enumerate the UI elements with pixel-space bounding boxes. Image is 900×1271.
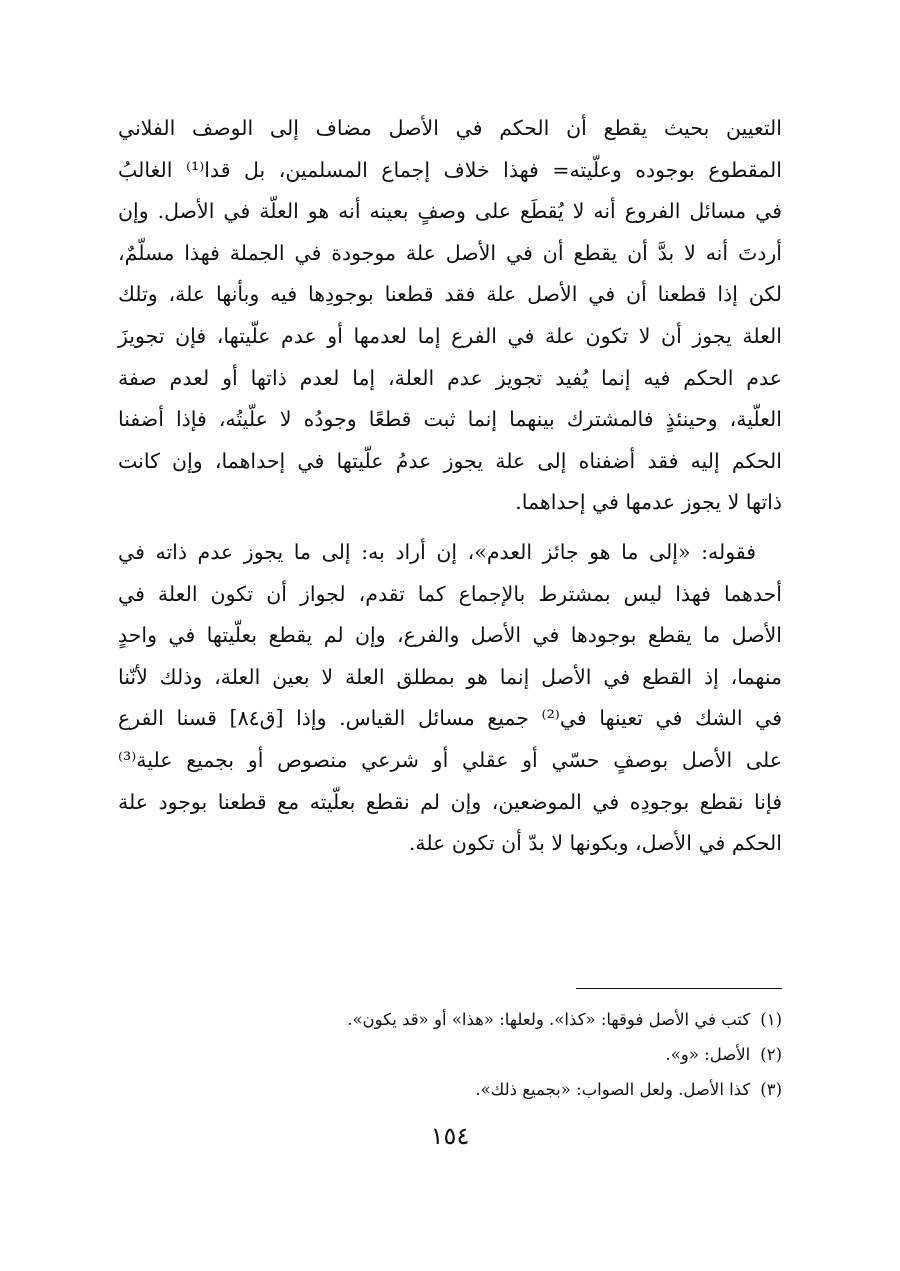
text-line: أحدهما فهذا ليس بمشترط بالإجماع كما تقدم، لجواز أن تكون العلة في bbox=[118, 581, 782, 606]
text-line: التعيين بحيث يقطع أن الحكم في الأصل مضاف إلى الوصف الفلاني bbox=[118, 116, 782, 140]
footnote-divider bbox=[576, 988, 782, 989]
text-line: على الأصل بوصفٍ حسّي أو عقلي أو شرعي منصوص أو بجميع علية⁽³⁾ bbox=[118, 747, 782, 772]
text-line: لكن إذا قطعنا أن في الأصل علة فقد قطعنا بوجودِها فيه وبأنها علة، وتلك bbox=[118, 282, 782, 307]
text-line: أردتَ أنه لا بدَّ أن يقطع أن في الأصل علة موجودة في الجملة فهذا مسلّمٌ، bbox=[118, 240, 782, 265]
text-line: العلّية، وحينئذٍ فالمشترك بينهما إنما ثبت قطعًا وجودُه لا علّيتُه، فإذا أضفنا bbox=[118, 407, 782, 432]
main-text bbox=[118, 108, 782, 865]
text-line: الحكم إليه فقد أضفناه إلى علة يجوز عدمُ علّيتها في إحداهما، وإن كانت bbox=[118, 448, 782, 473]
text-line: فإنا نقطع بوجودِه في الموضعين، وإن لم نقطع بعلّيته مع قطعنا بوجود علة bbox=[118, 789, 782, 814]
footnote-text: كتب في الأصل فوقها: «كذا». ولعلها: «هذا» أو «قد يكون». bbox=[347, 1010, 751, 1029]
text-line: ذاتها لا يجوز عدمها في إحداهما. bbox=[515, 490, 782, 515]
footnote bbox=[118, 1072, 782, 1107]
paragraph-1 bbox=[118, 108, 782, 524]
text-line: الأصل ما يقطع بوجودها في الأصل والفرع، وإن لم يقطع بعلّيتها في واحدٍ bbox=[118, 623, 782, 648]
page-number: ١٥٤ bbox=[430, 1122, 470, 1150]
paragraph-2 bbox=[118, 532, 782, 865]
text-line: في مسائل الفروع أنه لا يُقطَع على وصفٍ بعينه أنه هو العلّة في الأصل. وإن bbox=[118, 199, 782, 224]
text-line: منهما، إذ القطع في الأصل إنما هو بمطلق العلة لا بعين العلة، وذلك لأنّنا bbox=[118, 664, 782, 689]
text-line: المقطوع بوجوده وعلّيته= فهذا خلاف إجماع المسلمين، بل قدا⁽¹⁾ الغالبُ bbox=[118, 157, 782, 182]
text-line: في الشك في تعينها في⁽²⁾ جميع مسائل القياس. وإذا [ق٨٤] قسنا الفرع bbox=[118, 706, 783, 731]
footnote-number: (١) bbox=[760, 1010, 782, 1029]
footnotes bbox=[118, 1002, 782, 1107]
text-line: العلة يجوز أن لا تكون علة في الفرع إما لعدمها أو عدم علّيتها، فإن تجويزَ bbox=[118, 323, 782, 348]
text-line: عدم الحكم فيه إنما يُفيد تجويز عدم العلة، إما لعدم ذاتها أو لعدم صفة bbox=[118, 365, 782, 390]
text-line: فقوله: «إلى ما هو جائز العدم»، إن أراد به: إلى ما يجوز عدم ذاته في bbox=[118, 539, 756, 564]
footnote-number: (٢) bbox=[760, 1045, 782, 1064]
footnote-text: كذا الأصل. ولعل الصواب: «بجميع ذلك». bbox=[475, 1080, 751, 1099]
footnote bbox=[118, 1037, 782, 1072]
text-line: الحكم في الأصل، وبكونها لا بدّ أن تكون علة. bbox=[408, 831, 782, 856]
footnote-number: (٣) bbox=[760, 1080, 782, 1099]
footnote bbox=[118, 1002, 782, 1037]
footnote-text: الأصل: «و». bbox=[665, 1045, 751, 1064]
